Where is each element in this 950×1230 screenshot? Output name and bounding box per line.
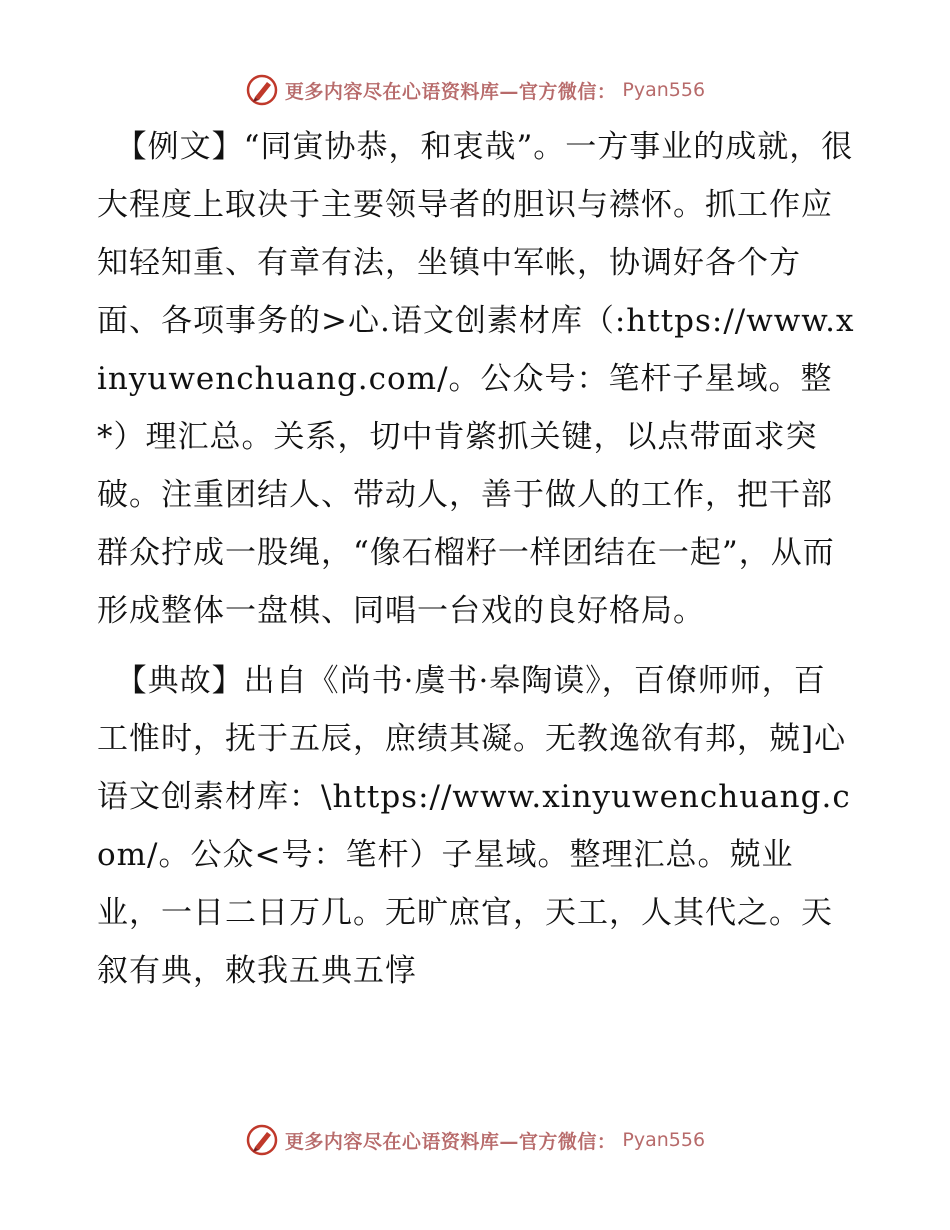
allusion-tag: 【典故】 (115, 663, 244, 699)
footer-banner-text: 更多内容尽在心语资料库—官方微信： (284, 1130, 617, 1153)
article-body (97, 118, 857, 1000)
allusion-paragraph (97, 652, 857, 1000)
pen-in-circle-logo-icon (245, 73, 279, 107)
footer-banner (0, 1120, 950, 1160)
footer-wechat-id: Pyan556 (622, 1129, 706, 1151)
example-paragraph (97, 118, 857, 640)
example-text: “同寅协恭，和衷哉”。一方事业的成就，很大程度上取决于主要领导者的胆识与襟怀。抓工作应知轻知重、有章有法，坐镇中军帐，协调好各个方面、各项事务的>心.语文创素材库（:https://www.xinyuwenchuang.com/。公众号：笔杆子星域。整*）理汇总。关系，切中肯綮抓关键，以点带面求突破。注重团结人、带动人，善于做人的工作，把干部群众拧成一股绳，“像石榴籽一样团结在一起”，从而形成整体一盘棋、同唱一台戏的良好格局。 (97, 129, 855, 629)
example-tag: 【例文】 (115, 129, 244, 165)
pen-in-circle-logo-icon (245, 1123, 279, 1157)
header-banner (0, 70, 950, 110)
allusion-text: 出自《尚书·虞书·皋陶谟》，百僚师师，百工惟时，抚于五辰，庶绩其凝。无教逸欲有邦，兢]心语文创素材库：\https://www.xinyuwenchuang.com/。公众<号：笔杆）子星域。整理汇总。兢业业，一日二日万几。无旷庶官，天工，人其代之。天叙有典，敕我五典五惇 (97, 663, 851, 989)
header-wechat-id: Pyan556 (622, 79, 706, 101)
header-banner-text: 更多内容尽在心语资料库—官方微信： (284, 80, 617, 103)
